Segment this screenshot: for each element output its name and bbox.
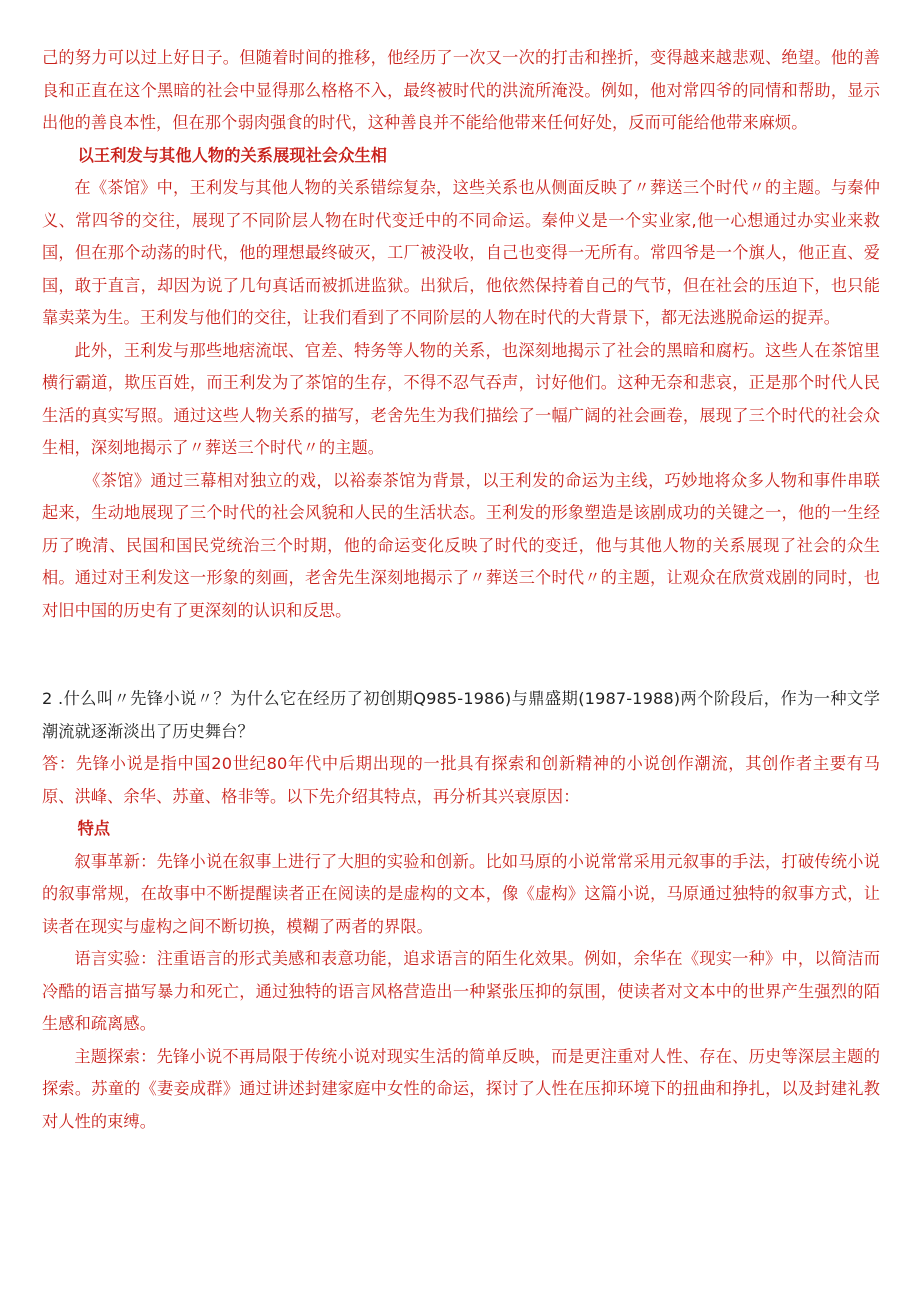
section-spacer	[42, 627, 880, 683]
section-teahouse-analysis	[42, 42, 880, 627]
section-heading: 以王利发与其他人物的关系展现社会众生相	[77, 145, 388, 165]
feature-paragraph: 主题探索：先锋小说不再局限于传统小说对现实生活的简单反映，而是更注重对人性、存在、历史等深层主题的探索。苏童的《妻妾成群》通过讲述封建家庭中女性的命运，探讨了人性在压抑环境下的扭曲和挣扎，以及封建礼教对人性的束缚。	[42, 1046, 880, 1131]
feature-paragraph: 语言实验：注重语言的形式美感和表意功能，追求语言的陌生化效果。例如，余华在《现实一种》中，以简洁而冷酷的语言描写暴力和死亡，通过独特的语言风格营造出一种紧张压抑的氛围，使读者对文本中的世界产生强烈的陌生感和疏离感。	[42, 949, 880, 1033]
feature-paragraph: 叙事革新：先锋小说在叙事上进行了大胆的实验和创新。比如马原的小说常常采用元叙事的手法，打破传统小说的叙事常规，在故事中不断提醒读者正在阅读的是虚构的文本，像《虚构》这篇小说，马原通过独特的叙事方式，让读者在现实与虚构之间不断切换，模糊了两者的界限。	[42, 851, 880, 936]
intro-paragraph: 己的努力可以过上好日子。但随着时间的推移，他经历了一次又一次的打击和挫折，变得越来越悲观、绝望。他的善良和正直在这个黑暗的社会中显得那么格格不入，最终被时代的洪流所淹没。例如，他对常四爷的同情和帮助，显示出他的善良本性，但在那个弱肉强食的时代，这种善良并不能给他带来任何好处，反而可能给他带来麻烦。	[42, 48, 880, 132]
subsection-heading: 特点	[77, 819, 111, 838]
question-text: 2 .什么叫〃先锋小说〃？为什么它在经历了初创期Q985-1986)与鼎盛期(1987-1988)两个阶段后，作为一种文学潮流就逐渐淡出了历史舞台？	[42, 689, 880, 741]
answer-text: 答：先锋小说是指中国20世纪80年代中后期出现的一批具有探索和创新精神的小说创作潮流，其创作者主要有马原、洪峰、余华、苏童、格非等。以下先介绍其特点，再分析其兴衰原因：	[42, 754, 880, 806]
body-paragraph: 此外，王利发与那些地痞流氓、官差、特务等人物的关系，也深刻地揭示了社会的黑暗和腐朽。这些人在茶馆里横行霸道，欺压百姓，而王利发为了茶馆的生存，不得不忍气吞声，讨好他们。这种无奈和悲哀，正是那个时代人民生活的真实写照。通过这些人物关系的描写，老舍先生为我们描绘了一幅广阔的社会画卷，展现了三个时代的社会众生相，深刻地揭示了〃葬送三个时代〃的主题。	[42, 340, 880, 457]
section-avant-garde-novel	[42, 683, 880, 1138]
body-paragraph: 《茶馆》通过三幕相对独立的戏，以裕泰茶馆为背景，以王利发的命运为主线，巧妙地将众多人物和事件串联起来，生动地展现了三个时代的社会风貌和人民的生活状态。王利发的形象塑造是该剧成功的关键之一，他的一生经历了晚清、民国和国民党统治三个时期，他的命运变化反映了时代的变迁，他与其他人物的关系展现了社会的众生相。通过对王利发这一形象的刻画，老舍先生深刻地揭示了〃葬送三个时代〃的主题，让观众在欣赏戏剧的同时，也对旧中国的历史有了更深刻的认识和反思。	[42, 470, 880, 620]
body-paragraph: 在《茶馆》中，王利发与其他人物的关系错综复杂，这些关系也从侧面反映了〃葬送三个时代〃的主题。与秦仲义、常四爷的交往，展现了不同阶层人物在时代变迁中的不同命运。秦仲义是一个实业家,他一心想通过办实业来救国，但在那个动荡的时代，他的理想最终破灭，工厂被没收，自己也变得一无所有。常四爷是一个旗人，他正直、爱国，敢于直言，却因为说了几句真话而被抓进监狱。出狱后，他依然保持着自己的气节，但在社会的压迫下，也只能靠卖菜为生。王利发与他们的交往，让我们看到了不同阶层的人物在时代的大背景下，都无法逃脱命运的捉弄。	[42, 178, 880, 327]
